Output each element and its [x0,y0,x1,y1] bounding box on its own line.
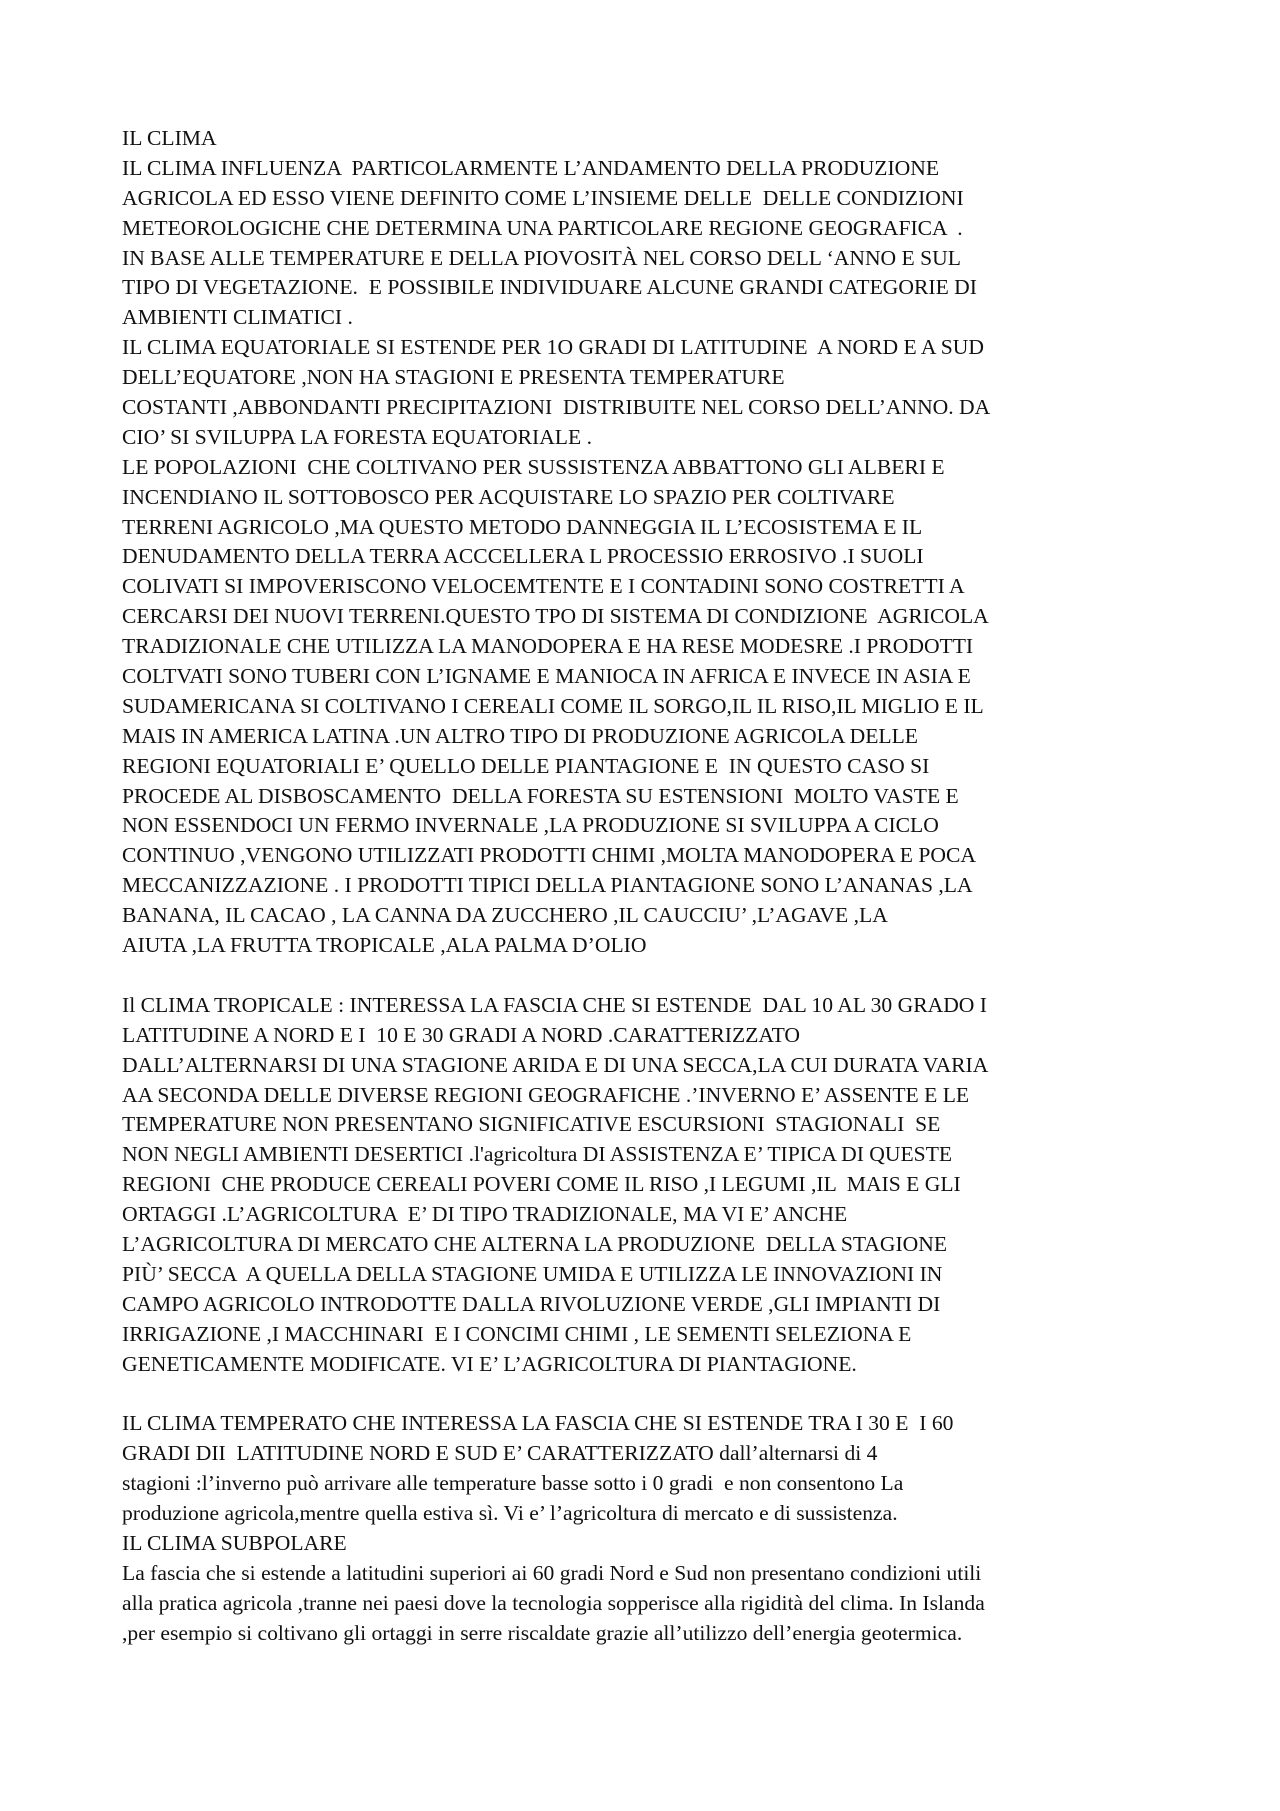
section-temperato [122,1409,1182,1529]
text-line: SUDAMERICANA SI COLTIVANO I CEREALI COME IL SORGO,IL IL RISO,IL MIGLIO E IL [122,693,984,718]
text-line: IN BASE ALLE TEMPERATURE E DELLA PIOVOSITÀ NEL CORSO DELL ‘ANNO E SUL [122,245,961,270]
paragraph-spacer [122,1379,1182,1409]
text-line: COSTANTI ,ABBONDANTI PRECIPITAZIONI DISTRIBUITE NEL CORSO DELL’ANNO. DA [122,395,991,420]
text-line: BANANA, IL CACAO , LA CANNA DA ZUCCHERO ,IL CAUCCIU’ ,L’AGAVE ,LA [122,903,888,928]
text-line: ORTAGGI .L’AGRICOLTURA E’ DI TIPO TRADIZIONALE, MA VI E’ ANCHE [122,1202,848,1227]
text-line: REGIONI CHE PRODUCE CEREALI POVERI COME IL RISO ,I LEGUMI ,IL MAIS E GLI [122,1172,961,1197]
text-line: IL CLIMA INFLUENZA PARTICOLARMENTE L’ANDAMENTO DELLA PRODUZIONE [122,155,940,180]
text-line: L’AGRICOLTURA DI MERCATO CHE ALTERNA LA PRODUZIONE DELLA STAGIONE [122,1231,948,1256]
text-line: IL CLIMA SUBPOLARE [122,1530,347,1555]
text-line: ,per esempio si coltivano gli ortaggi in serre riscaldate grazie all’utilizzo dell’energia geotermica. [122,1620,963,1645]
text-line: COLIVATI SI IMPOVERISCONO VELOCEMTENTE E I CONTADINI SONO COSTRETTI A [122,574,965,599]
text-line: METEOROLOGICHE CHE DETERMINA UNA PARTICOLARE REGIONE GEOGRAFICA . [122,215,963,240]
text-line: La fascia che si estende a latitudini superiori ai 60 gradi Nord e Sud non presentano condizioni utili [122,1560,982,1585]
text-line: IRRIGAZIONE ,I MACCHINARI E I CONCIMI CHIMI , LE SEMENTI SELEZIONA E [122,1321,912,1346]
text-line: PIÙ’ SECCA A QUELLA DELLA STAGIONE UMIDA E UTILIZZA LE INNOVAZIONI IN [122,1261,943,1286]
text-line: CAMPO AGRICOLO INTRODOTTE DALLA RIVOLUZIONE VERDE ,GLI IMPIANTI DI [122,1291,941,1316]
text-line: TEMPERATURE NON PRESENTANO SIGNIFICATIVE ESCURSIONI STAGIONALI SE [122,1112,941,1137]
text-line: NON ESSENDOCI UN FERMO INVERNALE ,LA PRODUZIONE SI SVILUPPA A CICLO [122,813,939,838]
text-line: IL CLIMA TEMPERATO CHE INTERESSA LA FASCIA CHE SI ESTENDE TRA I 30 E I 60 [122,1411,954,1436]
text-line: CERCARSI DEI NUOVI TERRENI.QUESTO TPO DI SISTEMA DI CONDIZIONE AGRICOLA [122,604,989,629]
text-line: AMBIENTI CLIMATICI . [122,305,353,330]
text-line: LE POPOLAZIONI CHE COLTIVANO PER SUSSISTENZA ABBATTONO GLI ALBERI E [122,454,945,479]
text-line: PROCEDE AL DISBOSCAMENTO DELLA FORESTA SU ESTENSIONI MOLTO VASTE E [122,783,959,808]
text-line: alla pratica agricola ,tranne nei paesi dove la tecnologia sopperisce alla rigidità del clima. In Islanda [122,1590,985,1615]
section-tropicale [122,991,1182,1380]
section-equatoriale [122,333,1182,453]
text-line: LATITUDINE A NORD E I 10 E 30 GRADI A NORD .CARATTERIZZATO [122,1022,800,1047]
text-line: CIO’ SI SVILUPPA LA FORESTA EQUATORIALE . [122,424,592,449]
section-intro [122,154,1182,333]
text-line: produzione agricola,mentre quella estiva sì. Vi e’ l’agricoltura di mercato e di sussistenza. [122,1500,898,1525]
text-line: TRADIZIONALE CHE UTILIZZA LA MANODOPERA E HA RESE MODESRE .I PRODOTTI [122,634,974,659]
section-subpolare [122,1529,1182,1649]
text-line: AGRICOLA ED ESSO VIENE DEFINITO COME L’INSIEME DELLE DELLE CONDIZIONI [122,185,964,210]
text-line: CONTINUO ,VENGONO UTILIZZATI PRODOTTI CHIMI ,MOLTA MANODOPERA E POCA [122,843,976,868]
text-line: DENUDAMENTO DELLA TERRA ACCCELLERA L PROCESSIO ERROSIVO .I SUOLI [122,544,924,569]
text-line: NON NEGLI AMBIENTI DESERTICI .l'agricoltura DI ASSISTENZA E’ TIPICA DI QUESTE [122,1142,953,1167]
document-title: IL CLIMA [122,126,217,150]
text-line: TIPO DI VEGETAZIONE. E POSSIBILE INDIVIDUARE ALCUNE GRANDI CATEGORIE DI [122,275,977,300]
text-line: INCENDIANO IL SOTTOBOSCO PER ACQUISTARE LO SPAZIO PER COLTIVARE [122,484,895,509]
text-line: Il CLIMA TROPICALE : INTERESSA LA FASCIA CHE SI ESTENDE DAL 10 AL 30 GRADO I [122,992,987,1017]
text-line: GRADI DII LATITUDINE NORD E SUD E’ CARATTERIZZATO dall’alternarsi di 4 [122,1441,878,1466]
text-line: IL CLIMA EQUATORIALE SI ESTENDE PER 1O GRADI DI LATITUDINE A NORD E A SUD [122,335,984,360]
text-line: TERRENI AGRICOLO ,MA QUESTO METODO DANNEGGIA IL L’ECOSISTEMA E IL [122,514,923,539]
text-line: AIUTA ,LA FRUTTA TROPICALE ,ALA PALMA D’OLIO [122,933,647,958]
text-line: REGIONI EQUATORIALI E’ QUELLO DELLE PIANTAGIONE E IN QUESTO CASO SI [122,753,930,778]
text-line: MECCANIZZAZIONE . I PRODOTTI TIPICI DELLA PIANTAGIONE SONO L’ANANAS ,LA [122,873,973,898]
text-line: MAIS IN AMERICA LATINA .UN ALTRO TIPO DI PRODUZIONE AGRICOLA DELLE [122,723,918,748]
text-line: COLTVATI SONO TUBERI CON L’IGNAME E MANIOCA IN AFRICA E INVECE IN ASIA E [122,664,971,689]
text-line: DELL’EQUATORE ,NON HA STAGIONI E PRESENTA TEMPERATURE [122,365,785,390]
text-line: GENETICAMENTE MODIFICATE. VI E’ L’AGRICOLTURA DI PIANTAGIONE. [122,1351,857,1376]
text-line: DALL’ALTERNARSI DI UNA STAGIONE ARIDA E DI UNA SECCA,LA CUI DURATA VARIA [122,1052,989,1077]
text-line: AA SECONDA DELLE DIVERSE REGIONI GEOGRAFICHE .’INVERNO E’ ASSENTE E LE [122,1082,970,1107]
section-popolazioni [122,453,1182,961]
text-line: stagioni :l’inverno può arrivare alle temperature basse sotto i 0 gradi e non consentono La [122,1471,904,1496]
document-body [122,124,1182,1648]
paragraph-spacer [122,961,1182,991]
